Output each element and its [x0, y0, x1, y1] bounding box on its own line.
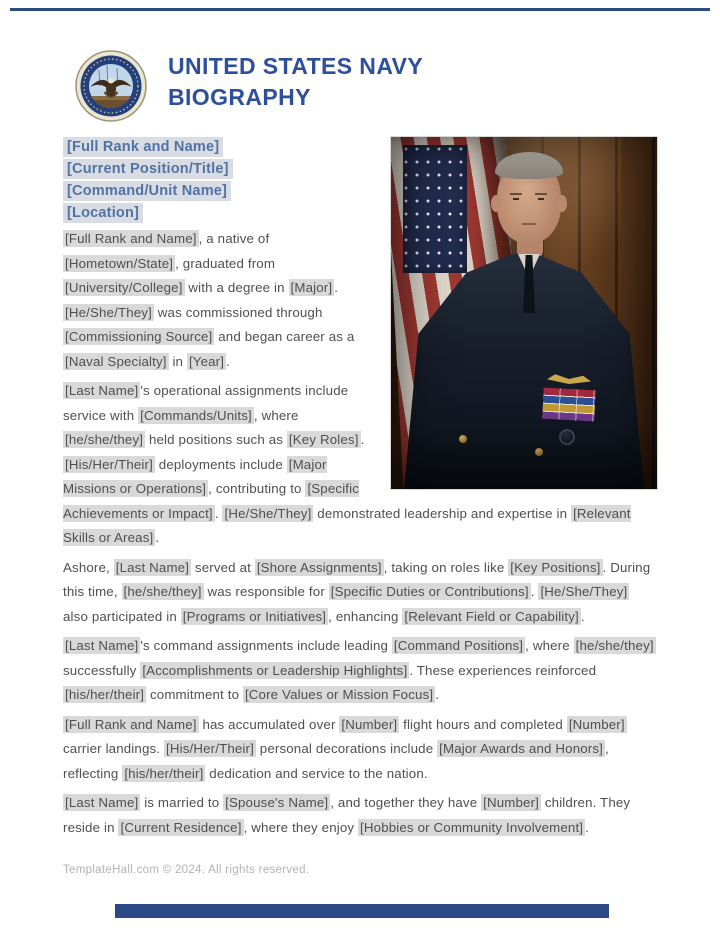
text-run: . [580, 608, 585, 624]
placeholder-token: [He/She/They] [540, 584, 628, 599]
bio-paragraph [63, 634, 657, 708]
text-run: , a native of [198, 231, 270, 246]
placeholder-token: [Last Name] [65, 795, 139, 810]
text-run: served at [191, 559, 255, 575]
placeholder-token: [Hobbies or Community Involvement] [360, 819, 584, 835]
text-run: demonstrated leadership and expertise in [313, 505, 572, 521]
text-run: , contributing to [208, 481, 306, 496]
placeholder-token: [Year] [188, 353, 225, 369]
text-run: , graduated from [175, 255, 276, 271]
bio-paragraph [63, 713, 657, 787]
bio-content [63, 137, 657, 840]
info-placeholder-token: [Full Rank and Name] [63, 137, 223, 157]
text-run: was responsible for [203, 584, 329, 599]
placeholder-token: [Major Missions or Operations] [63, 456, 327, 496]
placeholder-token: [Key Roles] [288, 432, 359, 447]
placeholder-token: [Key Positions] [510, 559, 601, 575]
placeholder-token: [Last Name] [65, 383, 139, 398]
info-placeholder-token: [Location] [63, 203, 143, 223]
text-run: personal decorations include [255, 741, 438, 756]
title-line-2: BIOGRAPHY [168, 84, 311, 110]
text-run: . [226, 353, 230, 369]
placeholder-token: [Number] [483, 795, 539, 810]
placeholder-token: [Commissioning Source] [65, 329, 213, 344]
navy-seal-icon [75, 50, 147, 122]
text-run: . During this time, [63, 559, 651, 599]
placeholder-token: [he/she/they] [65, 432, 144, 447]
text-run: held positions such as [145, 432, 287, 447]
placeholder-token: [Last Name] [115, 559, 190, 575]
placeholder-token: [His/Her/Their] [166, 741, 254, 756]
text-run: dedication and service to the nation. [205, 765, 428, 781]
text-run: , reflecting [63, 741, 609, 781]
placeholder-token: [Major Awards and Honors] [439, 741, 604, 756]
placeholder-token: [his/her/their] [124, 765, 204, 781]
text-run: . [155, 530, 160, 545]
text-run: children. They reside in [63, 795, 631, 835]
placeholder-token: [Core Values or Mission Focus] [244, 687, 434, 702]
officer-portrait-photo [391, 137, 657, 489]
text-run: also participated in [63, 608, 181, 624]
placeholder-token: [Programs or Initiatives] [182, 608, 327, 624]
text-run: carrier landings. [63, 741, 164, 756]
placeholder-token: [Shore Assignments] [256, 559, 382, 575]
text-run: , where [253, 407, 299, 423]
text-run: , where they enjoy [243, 819, 359, 835]
text-run: . [214, 505, 223, 521]
text-run: with a degree in [184, 280, 289, 295]
placeholder-token: [Full Rank and Name] [65, 716, 197, 732]
text-run: in [168, 353, 187, 369]
document-header [63, 0, 657, 122]
info-placeholder-token: [Current Position/Title] [63, 159, 233, 179]
text-run: . [435, 687, 440, 702]
placeholder-token: [he/she/they] [123, 584, 202, 599]
placeholder-token: [University/College] [65, 280, 183, 295]
text-run: . [334, 280, 339, 295]
placeholder-token: [Number] [341, 716, 398, 732]
text-run: , and together they have [330, 795, 482, 810]
placeholder-token: [his/her/their] [65, 687, 145, 702]
placeholder-token: [He/She/They] [65, 304, 152, 320]
text-run: flight hours and completed [399, 716, 567, 732]
placeholder-token: [Current Residence] [120, 819, 242, 835]
text-run: 's command assignments include leading [140, 638, 392, 653]
placeholder-token: [Command Positions] [393, 638, 524, 653]
placeholder-token: [Relevant Skills or Areas] [63, 505, 631, 545]
placeholder-token: [Naval Specialty] [65, 353, 167, 369]
text-run: has accumulated over [198, 716, 340, 732]
text-run: deployments include [154, 456, 287, 472]
text-run: , where [525, 638, 574, 653]
placeholder-token: [Accomplishments or Leadership Highlights] [142, 662, 408, 678]
document-title [168, 51, 423, 113]
text-run: Ashore, [63, 559, 114, 575]
placeholder-token: [Specific Achievements or Impact] [63, 481, 360, 521]
bio-paragraph [63, 791, 657, 840]
text-run: , enhancing [328, 608, 403, 624]
text-run: commitment to [146, 687, 243, 702]
info-placeholder-token: [Command/Unit Name] [63, 181, 231, 201]
bio-paragraph [63, 556, 657, 630]
footer-credit: TemplateHall.com © 2024. All rights reserved. [63, 864, 310, 876]
text-run: and began career as a [214, 329, 355, 344]
text-run: . [585, 819, 590, 835]
title-line-1: UNITED STATES NAVY [168, 53, 424, 79]
text-run: . These experiences reinforced [409, 662, 597, 678]
placeholder-token: [Number] [568, 716, 625, 732]
text-run: 's operational assignments include service with [63, 383, 349, 423]
placeholder-token: [Last Name] [65, 638, 139, 653]
text-run: was commissioned through [153, 304, 323, 320]
placeholder-token: [His/Her/Their] [65, 456, 153, 472]
placeholder-token: [Full Rank and Name] [65, 231, 197, 246]
bottom-accent-bar [115, 904, 609, 918]
placeholder-token: [He/She/They] [224, 505, 312, 521]
text-run: . [360, 432, 365, 447]
text-run: , taking on roles like [383, 559, 509, 575]
photo-vignette [391, 137, 657, 489]
text-run: successfully [63, 662, 141, 678]
placeholder-token: [Specific Duties or Contributions] [330, 584, 529, 599]
placeholder-token: [Hometown/State] [65, 255, 174, 271]
placeholder-token: [Spouse's Name] [225, 795, 329, 810]
placeholder-token: [he/she/they] [575, 638, 654, 653]
placeholder-token: [Commands/Units] [140, 407, 252, 423]
placeholder-token: [Major] [290, 280, 333, 295]
placeholder-token: [Relevant Field or Capability] [404, 608, 579, 624]
text-run: . [530, 584, 539, 599]
text-run: is married to [140, 795, 224, 810]
